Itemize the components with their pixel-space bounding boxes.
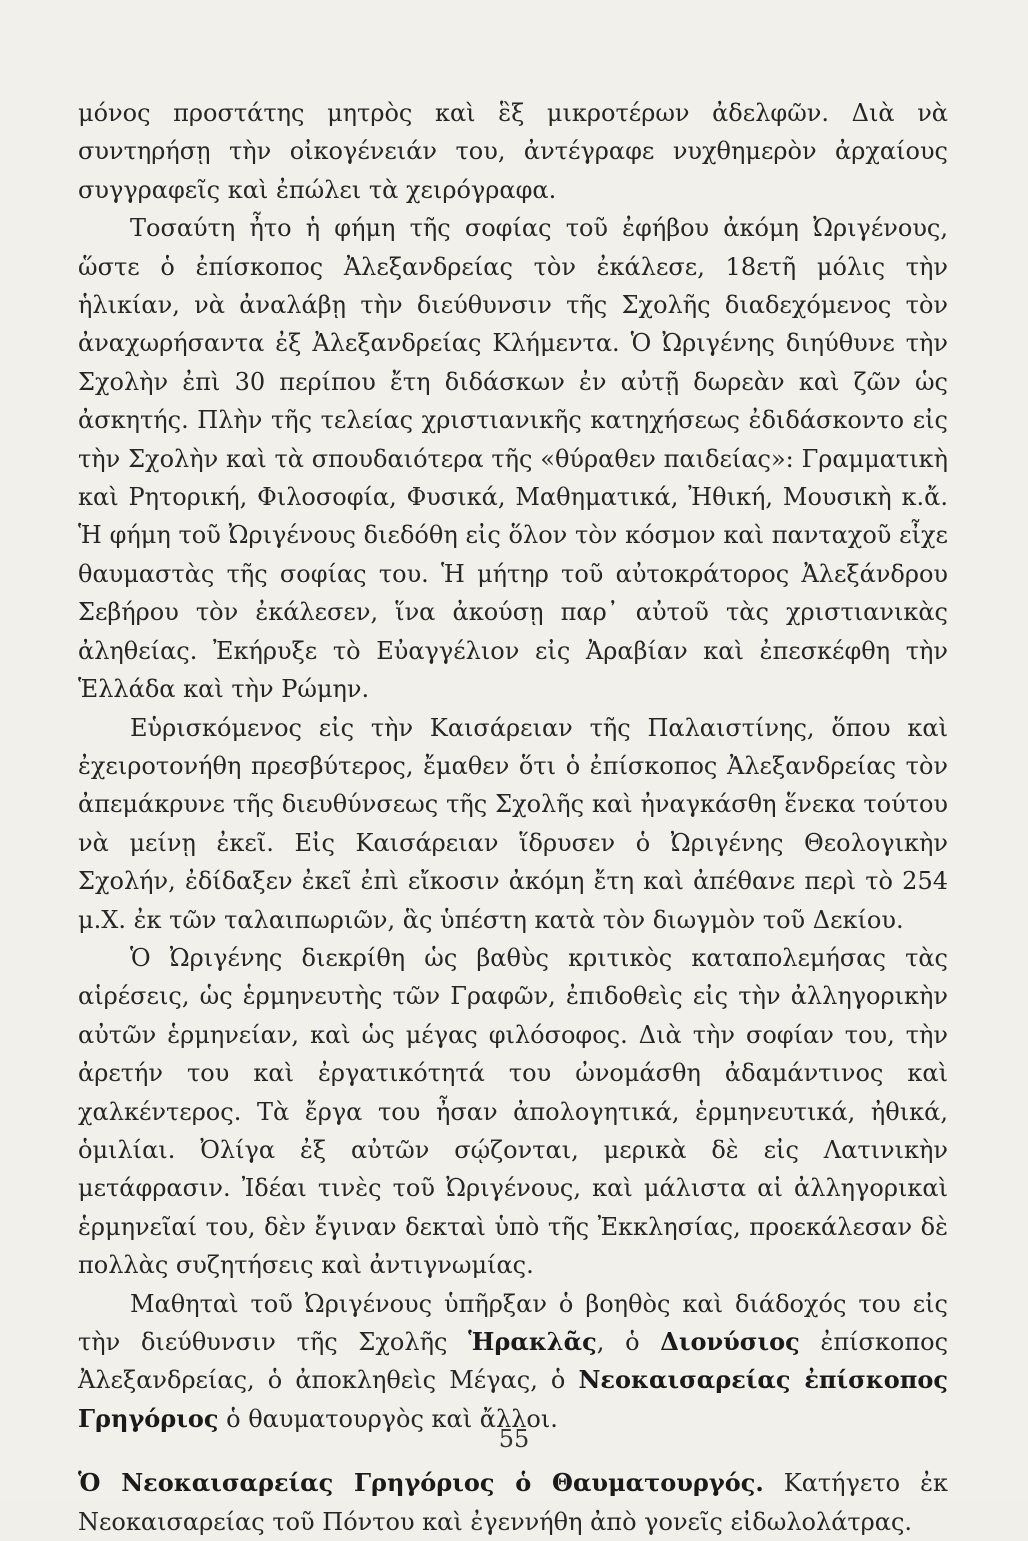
paragraph-3: Εὑρισκόμενος εἰς τὴν Καισάρειαν τῆς Παλαιστίνης, ὅπου καὶ ἐχειροτονήθη πρεσβύτερος, ἔμαθεν ὅτι ὁ ἐπίσκοπος Ἀλεξανδρείας τὸν ἀπεμάκρυνε τῆς διευθύνσεως τῆς Σχολῆς καὶ ἠναγκάσθη ἕνεκα τούτου νὰ μείνῃ ἐκεῖ. Εἰς Καισάρειαν ἵδρυσεν ὁ Ὠριγένης Θεολογικὴν Σχολήν, ἐδίδαξεν ἐκεῖ ἐπὶ εἴκοσιν ἀκόμη ἔτη καὶ ἀπέθανε περὶ τὸ 254 μ.Χ. ἐκ τῶν ταλαιπωριῶν, ἃς ὑπέστη κατὰ τὸν διωγμὸν τοῦ Δεκίου.	[78, 713, 948, 934]
section-heading: Ὁ Νεοκαισαρείας Γρηγόριος ὁ Θαυματουργός.	[78, 1468, 764, 1498]
paragraph-5-text: ὁ θαυματουργὸς καὶ ἄλλοι.	[218, 1404, 558, 1433]
section-text: Κατήγετο ἐκ Νεοκαισαρείας τοῦ Πόντου καὶ ἐγεννήθη ἀπὸ γονεῖς εἰδωλολάτρας.	[78, 1469, 948, 1536]
paragraph-5-text: , ὁ	[596, 1328, 661, 1356]
paragraph-4: Ὁ Ὠριγένης διεκρίθη ὡς βαθὺς κριτικὸς καταπολεμήσας τὰς αἱρέσεις, ὡς ἑρμηνευτὴς τῶν Γραφῶν, ἐπιδοθεὶς εἰς τὴν ἀλληγορικὴν αὐτῶν ἑρμηνείαν, καὶ ὡς μέγας φιλόσοφος. Διὰ τὴν σοφίαν του, τὴν ἀρετήν του καὶ ἐργατικότητά του ὠνομάσθη ἀδαμάντινος καὶ χαλκέντερος. Τὰ ἔργα του ἦσαν ἀπολογητικά, ἑρμηνευτικά, ἠθικά, ὁμιλίαι. Ὀλίγα ἐξ αὐτῶν σῴζονται, μερικὰ δὲ εἰς Λατινικὴν μετάφρασιν. Ἰδέαι τινὲς τοῦ Ὠριγένους, καὶ μάλιστα αἱ ἀλληγορικαὶ ἑρμηνεῖαί του, δὲν ἔγιναν δεκταὶ ὑπὸ τῆς Ἐκκλησίας, προεκάλεσαν δὲ πολλὰς συζητήσεις καὶ ἀντιγνωμίας.	[78, 943, 948, 1280]
section-gregorios	[78, 1464, 948, 1541]
paragraph-1: μόνος προστάτης μητρὸς καὶ ἓξ μικροτέρων ἀδελφῶν. Διὰ νὰ συντηρήσῃ τὴν οἰκογένειάν του, ἀντέγραφε νυχθημερὸν ἀρχαίους συγγραφεῖς καὶ ἐπώλει τὰ χειρόγραφα.	[78, 99, 948, 204]
name-heraklas: Ἡρακλᾶς	[468, 1327, 597, 1356]
paragraph-5-text: Μαθηταὶ τοῦ Ὠριγένους ὑπῆρξαν ὁ βοηθὸς καὶ διάδοχός του εἰς τὴν διεύθυνσιν τῆς Σχολῆς	[78, 1289, 948, 1356]
name-gregorios: Νεοκαισαρείας ἐπίσκοπος Γρηγόριος	[78, 1365, 948, 1433]
body-text	[78, 94, 948, 1541]
paragraph-5	[78, 1285, 948, 1439]
paragraph-5-text: ἐπίσκοπος Ἀλεξανδρείας, ὁ ἀποκληθεὶς Μέγας, ὁ	[78, 1328, 949, 1395]
name-dionysios: Διονύσιος	[660, 1327, 800, 1356]
paragraph-2: Τοσαύτη ἦτο ἡ φήμη τῆς σοφίας τοῦ ἐφήβου ἀκόμη Ὠριγένους, ὥστε ὁ ἐπίσκοπος Ἀλεξανδρείας τὸν ἐκάλεσε, 18ετῆ μόλις τὴν ἡλικίαν, νὰ ἀναλάβῃ τὴν διεύθυνσιν τῆς Σχολῆς διαδεχόμενος τὸν ἀναχωρήσαντα ἐξ Ἀλεξανδρείας Κλήμεντα. Ὁ Ὠριγένης διηύθυνε τὴν Σχολὴν ἐπὶ 30 περίπου ἔτη διδάσκων ἐν αὐτῇ δωρεὰν καὶ ζῶν ὡς ἀσκητής. Πλὴν τῆς τελείας χριστιανικῆς κατηχήσεως ἐδιδάσκοντο εἰς τὴν Σχολὴν καὶ τὰ σπουδαιότερα τῆς «θύραθεν παιδείας»: Γραμματικὴ καὶ Ρητορική, Φιλοσοφία, Φυσικά, Μαθηματικά, Ἠθική, Μουσικὴ κ.ἄ. Ἡ φήμη τοῦ Ὠριγένους διεδόθη εἰς ὅλον τὸν κόσμον καὶ πανταχοῦ εἶχε θαυμαστὰς τῆς σοφίας του. Ἡ μήτηρ τοῦ αὐτοκράτορος Ἀλεξάνδρου Σεβήρου τὸν ἐκάλεσεν, ἵνα ἀκούσῃ παρ᾽ αὐτοῦ τὰς χριστιανικὰς ἀληθείας. Ἐκήρυξε τὸ Εὐαγγέλιον εἰς Ἀραβίαν καὶ ἐπεσκέφθη τὴν Ἑλλάδα καὶ τὴν Ρώμην.	[78, 214, 948, 704]
page-number: 55	[498, 1425, 530, 1453]
